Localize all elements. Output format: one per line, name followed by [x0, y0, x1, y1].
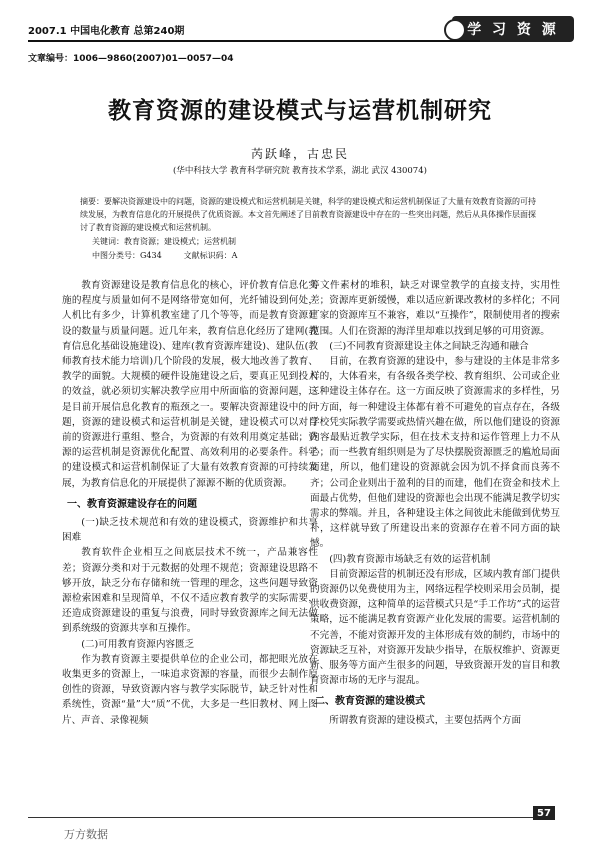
intro-paragraph: 教育资源建设是教育信息化的核心，评价教育信息化实施的程度与质量如何不是网络带宽如何，光纤铺设到何处，人机比有多少，计算机教室建了几个等等，而是教育资源建设的数量与质量问题。近几年来，教育信息化经历了建网(教育信息化基础设施建设)、建库(教育资源库建设)、建队伍(教师教育技术能力培训)几个阶段的发展，极大地改善了教育、教学的面貌。大规模的硬件设施建设之后，要真正见到投入的效益，就必须切实解决教学应用中所面临的资源问题，这是目前开展信息化教育的瓶颈之一。要解决资源建设中的问题，资源的建设模式和运营机制是关键，建设模式可以对目前的资源进行重组、整合，为资源的有效利用奠定基础；资源的运营机制是资源优化配置、高效利用的必要条件。科学的建设模式和运营机制保证了大量有效教育资源的可持续发展，为教育信息化的开展提供了源源不断的优质资源。 — [62, 280, 318, 489]
abstract: 摘要：要解决资源建设中的问题，资源的建设模式和运营机制是关键，科学的建设模式和运营机制保证了大量有效教育资源的可持续发展，为教育信息化的开展提供了优质资源。本文首先阐述了目前教育资源建设中存在的一些突出问题，然后从具体操作层面探讨了教育资源的建设模式和运营机制。 — [80, 197, 536, 232]
watermark: 万方数据 — [64, 828, 108, 841]
section-heading: 一、教育资源建设存在的问题 — [67, 498, 197, 510]
class-number: 中图分类号：G434 — [92, 251, 162, 260]
footer-rule — [28, 817, 533, 818]
author-affiliation: (华中科技大学 教育科学研究院 教育技术学系，湖北 武汉 430074) — [173, 166, 427, 176]
banner-ring-icon — [444, 19, 466, 41]
header-rule — [28, 40, 480, 42]
body-paragraph: 教育软件企业相互之间底层技术不统一，产品兼容性差；资源分类和对于元数据的处理不规范；资源建设思路不够开放，缺乏分布存储和统一管理的理念，这些问题导致资源检索困难和呈现简单，不仅不适应教育教学的实际需要，还造成资源建设的重复与浪费，同时导致资源库之间无法做到系统级的资源共享和互操作。 — [62, 547, 318, 635]
body-paragraph: 目前，在教育资源的建设中，参与建设的主体是非常多样的，大体看来，有各级各类学校、教育组织、公司或企业三种建设主体存在。这一方面反映了资源需求的多样性，另一方面，每一种建设主体都有着不可避免的盲点存在，各级学校凭实际教学需要或热情兴趣在做，所以他们建设的资源内容最贴近教学实际，但在技术支持和运作管理上力不从心；而一些教育组织则是为了尽快摆脱资源匮乏的尴尬局面而建，所以，他们建设的资源就会因为饥不择食而良莠不齐；公司企业则出于盈利的目的而建，他们在资金和技术上面最占优势，但他们建设的资源也会出现不能满足教学切实需求的弊端。并且，各种建设主体之间彼此未能做到优势互补，这样就导致了所建设出来的资源存在着不同方面的缺憾。 — [310, 356, 560, 550]
document-code: 文献标识码：A — [183, 251, 238, 260]
page-number: 57 — [533, 806, 555, 820]
body-paragraph: 目前资源运营的机制还没有形成，区域内教育部门提供的资源仍以免费使用为主，网络远程学校则采用会员制，提供收费资源，这种简单的运营模式只是“手工作坊”式的运营策略，远不能满足教育资源产业化发展的需要。运营机制的不完善，不能对资源开发的主体形成有效的制约，市场中的资源缺乏互补，对资源开发缺少指导，在版权维护、资源更新、服务等方面产生很多的问题，导致资源开发的盲目和教育资源市场的无序与混乱。 — [310, 568, 560, 687]
article-title: 教育资源的建设模式与运营机制研究 — [108, 98, 492, 124]
subsection-heading: (三)不同教育资源建设主体之间缺乏沟通和融合 — [329, 340, 529, 352]
article-number: 文章编号：1006—9860(2007)01—0057—04 — [28, 54, 234, 64]
subsection-heading: (四)教育资源市场缺乏有效的运营机制 — [329, 553, 491, 565]
left-column — [62, 278, 318, 728]
keywords: 关键词：教育资源；建设模式；运营机制 — [92, 237, 236, 246]
body-paragraph: 作为教育资源主要提供单位的企业公司，都把眼光放在收集更多的资源上，一味追求资源的容量，而很少去制作原创性的资源，导致资源内容与教学实际脱节，缺乏针对性和系统性，资源“量”大“质”不优，大多是一些旧教材、网上图片、声音、录像视频 — [62, 653, 318, 726]
body-paragraph: 所谓教育资源的建设模式，主要包括两个方面 — [329, 714, 522, 726]
right-column — [310, 278, 560, 728]
section-heading: 二、教育资源的建设模式 — [315, 696, 425, 708]
body-paragraph: 等文件素材的堆积，缺乏对课堂教学的直接支持，实用性差；资源库更新缓慢，难以适应新课改教材的多样化；不同厂家的资源库互不兼容，难以“互操作”，限制使用者的搜索范围。人们在资源的海洋里却难以找到足够的可用资源。 — [310, 280, 560, 337]
column-name: 学 习 资 源 — [467, 22, 559, 38]
column-banner — [452, 16, 574, 42]
subsection-heading: (一)缺乏技术规范和有效的建设模式，资源维护和共享困难 — [62, 517, 318, 544]
subsection-heading: (二)可用教育资源内容匮乏 — [81, 638, 195, 650]
classification-line — [92, 250, 532, 261]
journal-issue-header: 2007.1 中国电化教育 总第240期 — [28, 26, 185, 37]
article-authors: 芮跃峰，古忠民 — [250, 147, 349, 161]
